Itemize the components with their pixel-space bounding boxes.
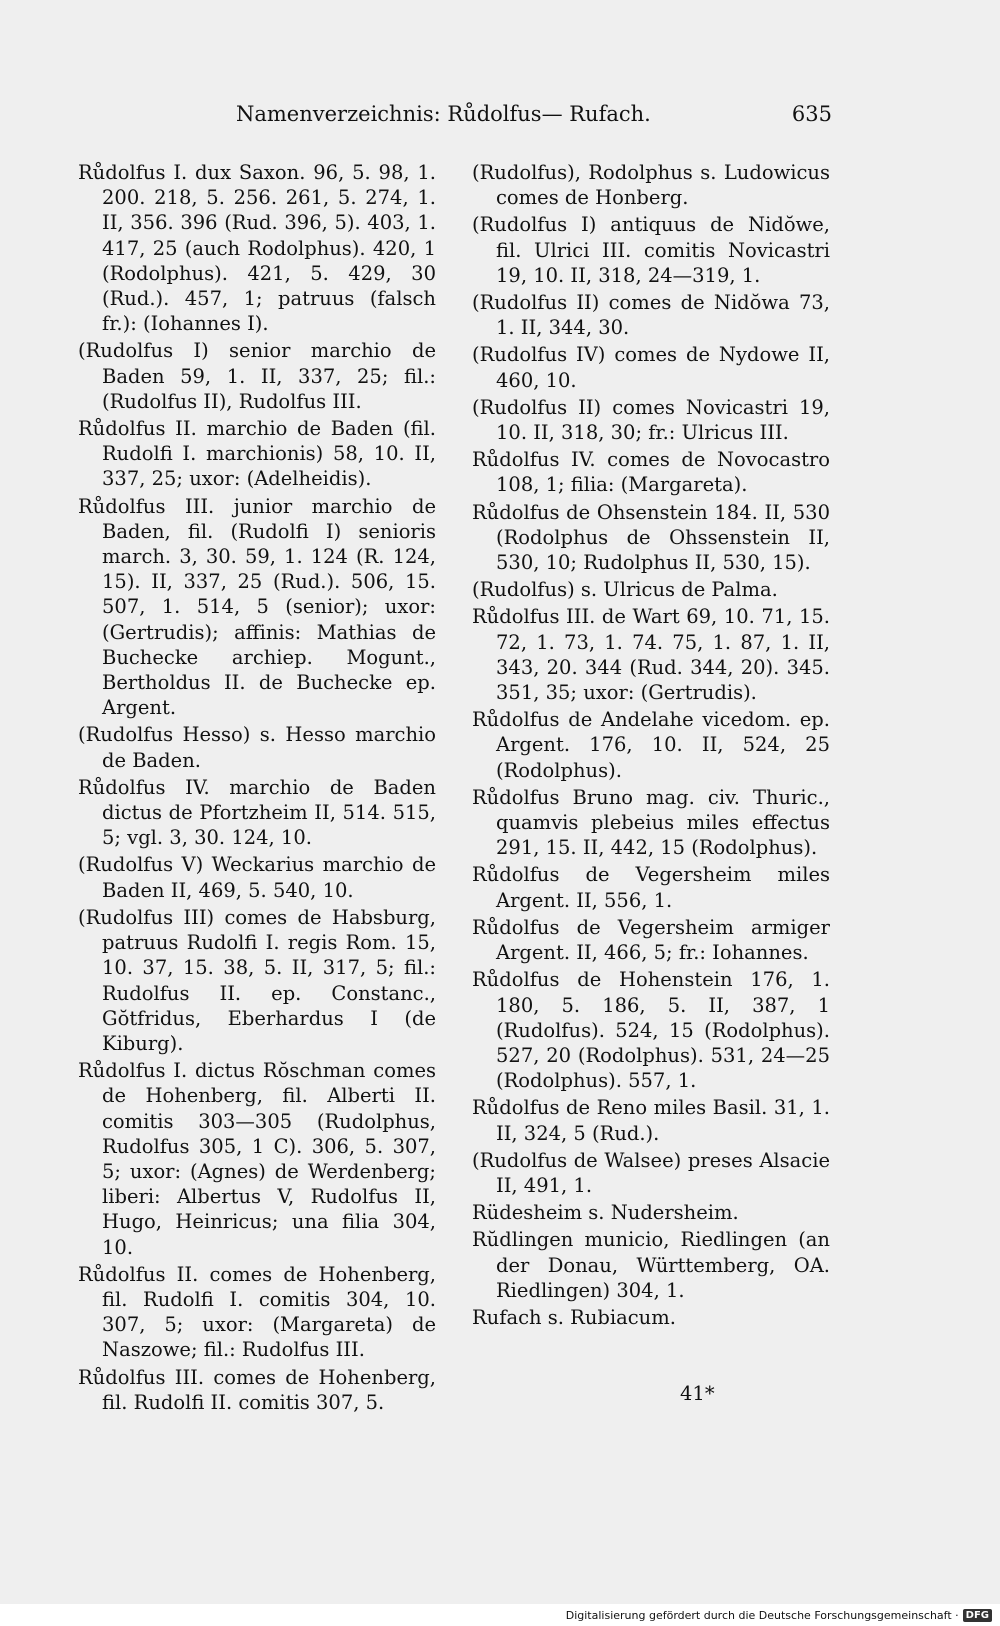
index-entry: (Rudolfus IV) comes de Nydowe II, 460, 10. — [472, 343, 830, 392]
signature-mark: 41* — [680, 1382, 715, 1405]
index-entry: Růdolfus III. de Wart 69, 10. 71, 15. 72, 1. 73, 1. 74. 75, 1. 87, 1. II, 343, 20. 344 (Rud. 344, 20). 345. 351, 35; uxor: (Gertrudis). — [472, 605, 830, 705]
index-entry: (Rudolfus), Rodolphus s. Ludowicus comes de Honberg. — [472, 161, 830, 210]
index-entry: Růdolfus Bruno mag. civ. Thuric., quamvis plebeius miles effectus 291, 15. II, 442, 15 (Rodolphus). — [472, 785, 830, 860]
dfg-logo: DFG — [963, 1609, 992, 1622]
index-entry: Růdolfus II. marchio de Baden (fil. Rudolfi I. marchionis) 58, 10. II, 337, 25; uxor: (Adelheidis). — [78, 417, 436, 491]
index-entry: Rüdesheim s. Nudersheim. — [472, 1201, 739, 1225]
index-entry: (Rudolfus I) senior marchio de Baden 59, 1. II, 337, 25; fil.: (Rudolfus II), Rudolfus III. — [78, 339, 436, 413]
index-entry: (Rudolfus II) comes Novicastri 19, 10. II, 318, 30; fr.: Ulricus III. — [472, 395, 830, 445]
page-number: 635 — [791, 102, 832, 126]
index-entry: (Rudolfus Hesso) s. Hesso marchio de Baden. — [78, 723, 436, 772]
index-entry: Růdolfus III. comes de Hohenberg, fil. Rudolfi II. comitis 307, 5. — [78, 1365, 436, 1414]
index-entry: Růdolfus de Andelahe vicedom. ep. Argent. 176, 10. II, 524, 25 (Rodolphus). — [472, 708, 830, 782]
index-entry: Růdolfus II. comes de Hohenberg, fil. Rudolfi I. comitis 304, 10. 307, 5; uxor: (Margareta) de Naszowe; fil.: Rudolfus III. — [78, 1262, 436, 1362]
index-entry: (Rudolfus III) comes de Habsburg, patruus Rudolfi I. regis Rom. 15, 10. 37, 15. 38, 5. II, 317, 5; fil.: Rudolfus II. ep. Constanc., Gŏtfridus, Eberhardus I (de Kiburg). — [78, 905, 436, 1055]
index-entry: Růdolfus III. junior marchio de Baden, fil. (Rudolfi I) senioris march. 3, 30. 59, 1. 124 (R. 124, 15). II, 337, 25 (Rud.). 506, 15. 507, 1. 514, 5 (senior); uxor: (Gertrudis); affinis: Mathias de Buchecke archiep. Mogunt., Bertholdus II. de Buchecke ep. Argent. — [78, 494, 436, 720]
footer — [0, 1604, 1000, 1626]
page-header — [236, 102, 832, 126]
index-entry: (Rudolfus II) comes de Nidŏwa 73, 1. II, 344, 30. — [472, 291, 830, 340]
index-entry: Růdolfus de Vegersheim armiger Argent. II, 466, 5; fr.: Iohannes. — [472, 915, 830, 965]
index-entry: Růdolfus IV. marchio de Baden dictus de Pfortzheim II, 514. 515, 5; vgl. 3, 30. 124, 10. — [78, 775, 436, 850]
index-entry: Růdolfus IV. comes de Novocastro 108, 1; filia: (Margareta). — [472, 448, 830, 497]
index-entry: Růdolfus I. dux Saxon. 96, 5. 98, 1. 200. 218, 5. 256. 261, 5. 274, 1. II, 356. 396 (Rud. 396, 5). 403, 1. 417, 25 (auch Rodolphus). 420, 1 (Rodolphus). 421, 5. 429, 30 (Rud.). 457, 1; patruus (falsch fr.): (Iohannes I). — [78, 161, 436, 336]
index-entry: Růdolfus de Reno miles Basil. 31, 1. II, 324, 5 (Rud.). — [472, 1096, 830, 1145]
right-column — [472, 160, 830, 1332]
index-entry: (Rudolfus de Walsee) preses Alsacie II, 491, 1. — [472, 1148, 830, 1197]
index-entry: (Rudolfus) s. Ulricus de Palma. — [472, 578, 778, 602]
index-entry: Růdolfus de Vegersheim miles Argent. II, 556, 1. — [472, 863, 830, 912]
index-entry: Růdolfus de Hohenstein 176, 1. 180, 5. 186, 5. II, 387, 1 (Rudolfus). 524, 15 (Rodolphus). 527, 20 (Rodolphus). 531, 24—25 (Rodolphus). 557, 1. — [472, 968, 830, 1093]
index-entry: Růdolfus I. dictus Rŏschman comes de Hohenberg, fil. Alberti II. comitis 303—305 (Rudolphus, Rudolfus 305, 1 C). 306, 5. 307, 5; uxor: (Agnes) de Werdenberg; liberi: Albertus V, Rudolfus II, Hugo, Heinricus; una filia 304, 10. — [78, 1059, 436, 1259]
index-entry: (Rudolfus I) antiquus de Nidŏwe, fil. Ulrici III. comitis Novicastri 19, 10. II, 318, 24—319, 1. — [472, 213, 830, 287]
running-title: Namenverzeichnis: Růdolfus— Rufach. — [236, 102, 651, 126]
index-entry: Růdolfus de Ohsenstein 184. II, 530 (Rodolphus de Ohssenstein II, 530, 10; Rudolphus II, 530, 15). — [472, 500, 830, 575]
index-entry: Rufach s. Rubiacum. — [472, 1305, 676, 1329]
left-column — [78, 160, 436, 1417]
index-entry: Rŭdlingen municio, Riedlingen (an der Donau, Württemberg, OA. Riedlingen) 304, 1. — [472, 1228, 830, 1302]
footer-text: Digitalisierung gefördert durch die Deutsche Forschungsgemeinschaft · — [565, 1608, 959, 1622]
index-entry: (Rudolfus V) Weckarius marchio de Baden II, 469, 5. 540, 10. — [78, 853, 436, 902]
